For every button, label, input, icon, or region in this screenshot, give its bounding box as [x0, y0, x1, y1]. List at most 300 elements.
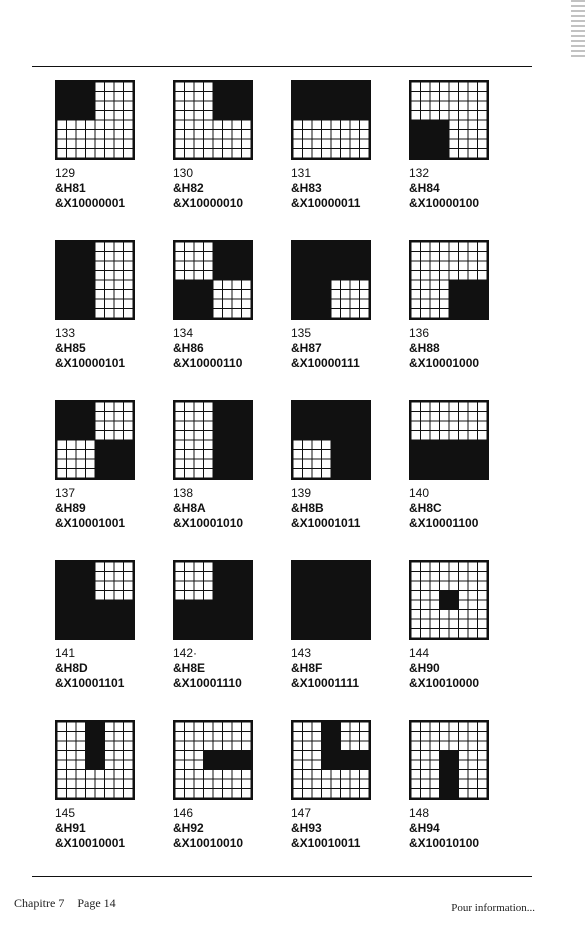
pixel-off	[76, 130, 86, 140]
pixel-on	[411, 450, 421, 460]
pixel-off	[430, 760, 440, 770]
pixel-off	[478, 722, 488, 732]
pixel-on	[322, 92, 332, 102]
pixel-off	[185, 412, 195, 422]
pixel-off	[440, 741, 450, 751]
pixel-off	[430, 101, 440, 111]
pixel-off	[459, 120, 469, 130]
pixel-on	[331, 440, 341, 450]
pixel-on	[293, 309, 303, 319]
pixel-off	[114, 722, 124, 732]
pixel-off	[232, 139, 242, 149]
pixel-off	[478, 572, 488, 582]
pixel-on	[331, 469, 341, 479]
pixel-off	[95, 120, 105, 130]
pixel-off	[411, 92, 421, 102]
pixel-on	[341, 101, 351, 111]
pixel-off	[232, 290, 242, 300]
pixel-on	[194, 610, 204, 620]
character-glyph-icon	[55, 560, 135, 640]
pixel-off	[341, 149, 351, 159]
pixel-off	[440, 111, 450, 121]
pixel-off	[175, 572, 185, 582]
pixel-on	[223, 261, 233, 271]
pixel-off	[468, 101, 478, 111]
pixel-on	[350, 252, 360, 262]
pixel-off	[430, 82, 440, 92]
character-glyph-icon	[173, 80, 253, 160]
pixel-on	[242, 610, 252, 620]
pixel-off	[232, 741, 242, 751]
pixel-off	[440, 82, 450, 92]
pixel-off	[213, 299, 223, 309]
pixel-on	[293, 591, 303, 601]
pixel-off	[185, 82, 195, 92]
pixel-on	[449, 459, 459, 469]
pixel-off	[114, 120, 124, 130]
pixel-on	[312, 600, 322, 610]
pixel-on	[478, 280, 488, 290]
decimal-code: 136	[409, 326, 430, 340]
pixel-off	[185, 271, 195, 281]
pixel-on	[213, 92, 223, 102]
pixel-off	[76, 789, 86, 799]
pixel-on	[312, 82, 322, 92]
pixel-off	[303, 130, 313, 140]
pixel-on	[223, 440, 233, 450]
pixel-on	[76, 562, 86, 572]
pixel-off	[105, 101, 115, 111]
pixel-on	[303, 82, 313, 92]
pixel-on	[293, 421, 303, 431]
pixel-on	[350, 600, 360, 610]
pixel-on	[57, 280, 67, 290]
pixel-on	[67, 290, 77, 300]
pixel-off	[430, 732, 440, 742]
pixel-on	[204, 629, 214, 639]
pixel-off	[312, 779, 322, 789]
pixel-off	[175, 120, 185, 130]
pixel-on	[468, 280, 478, 290]
hex-code: &H82	[173, 181, 204, 195]
pixel-on	[360, 252, 370, 262]
pixel-off	[185, 562, 195, 572]
pixel-off	[114, 139, 124, 149]
pixel-off	[440, 619, 450, 629]
footer-left	[14, 896, 116, 911]
pixel-off	[421, 779, 431, 789]
pixel-off	[185, 770, 195, 780]
pixel-on	[341, 92, 351, 102]
pixel-on	[293, 101, 303, 111]
pixel-on	[213, 600, 223, 610]
pixel-off	[185, 581, 195, 591]
pixel-off	[360, 789, 370, 799]
pixel-off	[459, 789, 469, 799]
pixel-on	[67, 402, 77, 412]
pixel-on	[194, 309, 204, 319]
pixel-off	[223, 309, 233, 319]
pixel-off	[459, 92, 469, 102]
pixel-on	[76, 610, 86, 620]
pixel-off	[478, 149, 488, 159]
pixel-off	[223, 139, 233, 149]
pixel-off	[76, 751, 86, 761]
pixel-off	[185, 261, 195, 271]
pixel-off	[114, 82, 124, 92]
pixel-off	[411, 101, 421, 111]
pixel-off	[440, 271, 450, 281]
character-codes	[291, 646, 409, 691]
pixel-on	[232, 562, 242, 572]
pixel-off	[95, 149, 105, 159]
pixel-on	[293, 280, 303, 290]
pixel-off	[67, 722, 77, 732]
pixel-on	[421, 130, 431, 140]
pixel-on	[242, 469, 252, 479]
pixel-on	[341, 562, 351, 572]
pixel-off	[57, 149, 67, 159]
hex-code: &H94	[409, 821, 440, 835]
pixel-off	[95, 779, 105, 789]
pixel-off	[293, 469, 303, 479]
pixel-on	[322, 760, 332, 770]
decimal-code: 144	[409, 646, 430, 660]
pixel-off	[114, 412, 124, 422]
binary-code: &X10001100	[409, 516, 479, 530]
pixel-on	[95, 741, 105, 751]
pixel-on	[76, 242, 86, 252]
pixel-on	[175, 629, 185, 639]
pixel-off	[76, 732, 86, 742]
pixel-off	[114, 732, 124, 742]
pixel-on	[175, 299, 185, 309]
pixel-on	[440, 459, 450, 469]
pixel-on	[86, 402, 96, 412]
character-codes	[409, 326, 527, 371]
pixel-on	[293, 629, 303, 639]
pixel-off	[341, 732, 351, 742]
pixel-off	[303, 722, 313, 732]
pixel-off	[331, 139, 341, 149]
pixel-on	[57, 610, 67, 620]
pixel-off	[411, 271, 421, 281]
pixel-off	[204, 741, 214, 751]
pixel-on	[322, 252, 332, 262]
pixel-on	[341, 591, 351, 601]
character-glyph-icon	[173, 400, 253, 480]
pixel-on	[223, 459, 233, 469]
pixel-off	[242, 280, 252, 290]
character-codes	[291, 806, 409, 851]
pixel-on	[350, 619, 360, 629]
pixel-on	[411, 440, 421, 450]
pixel-on	[105, 440, 115, 450]
pixel-off	[341, 139, 351, 149]
pixel-off	[76, 779, 86, 789]
pixel-off	[95, 562, 105, 572]
character-glyph-icon	[409, 400, 489, 480]
pixel-off	[175, 92, 185, 102]
bottom-rule	[32, 876, 532, 877]
pixel-on	[95, 469, 105, 479]
pixel-off	[57, 130, 67, 140]
pixel-off	[440, 722, 450, 732]
pixel-off	[175, 149, 185, 159]
pixel-on	[440, 591, 450, 601]
pixel-off	[76, 741, 86, 751]
pixel-on	[303, 412, 313, 422]
pixel-on	[76, 261, 86, 271]
pixel-off	[67, 741, 77, 751]
pixel-off	[411, 779, 421, 789]
decimal-code: 129	[55, 166, 76, 180]
pixel-off	[86, 139, 96, 149]
pixel-off	[175, 111, 185, 121]
pixel-on	[312, 581, 322, 591]
pixel-on	[331, 629, 341, 639]
pixel-on	[185, 309, 195, 319]
pixel-off	[175, 562, 185, 572]
pixel-on	[360, 610, 370, 620]
pixel-on	[232, 572, 242, 582]
pixel-off	[331, 120, 341, 130]
pixel-on	[322, 431, 332, 441]
character-cell	[409, 240, 527, 400]
character-codes	[409, 646, 527, 691]
pixel-on	[440, 751, 450, 761]
pixel-on	[213, 581, 223, 591]
pixel-on	[478, 299, 488, 309]
pixel-off	[185, 572, 195, 582]
binary-code: &X10000011	[291, 196, 361, 210]
pixel-on	[232, 450, 242, 460]
pixel-on	[242, 271, 252, 281]
pixel-off	[449, 120, 459, 130]
pixel-off	[95, 290, 105, 300]
pixel-on	[331, 402, 341, 412]
pixel-off	[430, 629, 440, 639]
pixel-off	[411, 610, 421, 620]
pixel-on	[303, 101, 313, 111]
pixel-off	[242, 732, 252, 742]
pixel-off	[194, 271, 204, 281]
pixel-on	[341, 82, 351, 92]
pixel-on	[86, 280, 96, 290]
pixel-off	[449, 402, 459, 412]
pixel-off	[449, 619, 459, 629]
pixel-off	[350, 722, 360, 732]
pixel-off	[411, 629, 421, 639]
pixel-on	[242, 760, 252, 770]
pixel-off	[421, 562, 431, 572]
pixel-on	[185, 290, 195, 300]
pixel-on	[105, 619, 115, 629]
pixel-off	[459, 741, 469, 751]
pixel-on	[312, 421, 322, 431]
pixel-on	[223, 572, 233, 582]
pixel-off	[293, 722, 303, 732]
pixel-off	[185, 101, 195, 111]
pixel-on	[360, 261, 370, 271]
pixel-on	[242, 591, 252, 601]
pixel-on	[293, 572, 303, 582]
pixel-off	[341, 130, 351, 140]
pixel-on	[95, 760, 105, 770]
hex-code: &H84	[409, 181, 440, 195]
pixel-off	[105, 111, 115, 121]
pixel-off	[449, 82, 459, 92]
pixel-on	[430, 440, 440, 450]
pixel-on	[232, 252, 242, 262]
character-glyph-icon	[291, 720, 371, 800]
pixel-off	[331, 770, 341, 780]
decimal-code: 143	[291, 646, 312, 660]
pixel-off	[440, 92, 450, 102]
pixel-on	[223, 591, 233, 601]
pixel-off	[430, 299, 440, 309]
pixel-on	[331, 412, 341, 422]
pixel-on	[57, 309, 67, 319]
pixel-off	[194, 130, 204, 140]
pixel-off	[95, 130, 105, 140]
pixel-off	[459, 271, 469, 281]
pixel-off	[411, 421, 421, 431]
pixel-on	[213, 751, 223, 761]
pixel-off	[303, 779, 313, 789]
pixel-off	[114, 760, 124, 770]
pixel-off	[95, 299, 105, 309]
pixel-off	[293, 130, 303, 140]
pixel-off	[105, 412, 115, 422]
pixel-off	[223, 722, 233, 732]
pixel-on	[459, 299, 469, 309]
pixel-on	[204, 751, 214, 761]
decimal-code: 138	[173, 486, 194, 500]
pixel-off	[232, 722, 242, 732]
pixel-on	[223, 412, 233, 422]
pixel-off	[175, 271, 185, 281]
pixel-off	[293, 732, 303, 742]
character-codes	[173, 646, 291, 691]
pixel-off	[421, 722, 431, 732]
pixel-on	[440, 120, 450, 130]
pixel-off	[440, 309, 450, 319]
pixel-on	[105, 629, 115, 639]
pixel-on	[303, 252, 313, 262]
pixel-off	[76, 760, 86, 770]
pixel-off	[459, 610, 469, 620]
pixel-off	[124, 149, 134, 159]
pixel-off	[421, 242, 431, 252]
pixel-on	[459, 469, 469, 479]
pixel-off	[114, 751, 124, 761]
pixel-on	[350, 760, 360, 770]
pixel-on	[67, 271, 77, 281]
pixel-on	[322, 572, 332, 582]
pixel-on	[459, 290, 469, 300]
pixel-on	[468, 469, 478, 479]
pixel-off	[468, 629, 478, 639]
pixel-on	[421, 149, 431, 159]
pixel-off	[95, 572, 105, 582]
pixel-off	[440, 421, 450, 431]
pixel-on	[350, 610, 360, 620]
pixel-on	[303, 431, 313, 441]
pixel-off	[124, 252, 134, 262]
pixel-on	[194, 280, 204, 290]
pixel-off	[459, 412, 469, 422]
pixel-on	[105, 469, 115, 479]
pixel-off	[175, 459, 185, 469]
pixel-on	[360, 450, 370, 460]
pixel-off	[232, 130, 242, 140]
pixel-off	[175, 722, 185, 732]
pixel-on	[86, 619, 96, 629]
pixel-off	[293, 459, 303, 469]
pixel-off	[76, 469, 86, 479]
pixel-off	[105, 82, 115, 92]
pixel-off	[421, 421, 431, 431]
pixel-off	[322, 459, 332, 469]
pixel-on	[223, 469, 233, 479]
character-codes	[173, 486, 291, 531]
pixel-off	[411, 600, 421, 610]
pixel-off	[312, 789, 322, 799]
pixel-off	[95, 242, 105, 252]
pixel-off	[478, 619, 488, 629]
pixel-on	[76, 402, 86, 412]
character-glyph-icon	[55, 720, 135, 800]
pixel-off	[312, 130, 322, 140]
pixel-off	[478, 581, 488, 591]
pixel-off	[194, 779, 204, 789]
pixel-on	[213, 412, 223, 422]
pixel-on	[57, 82, 67, 92]
pixel-on	[440, 469, 450, 479]
pixel-on	[411, 120, 421, 130]
pixel-off	[57, 732, 67, 742]
pixel-off	[411, 280, 421, 290]
pixel-on	[86, 732, 96, 742]
pixel-on	[341, 440, 351, 450]
pixel-on	[468, 440, 478, 450]
pixel-off	[478, 261, 488, 271]
pixel-on	[341, 421, 351, 431]
pixel-on	[303, 271, 313, 281]
pixel-off	[124, 572, 134, 582]
pixel-off	[322, 770, 332, 780]
pixel-off	[303, 120, 313, 130]
pixel-off	[86, 459, 96, 469]
pixel-off	[341, 280, 351, 290]
pixel-off	[360, 722, 370, 732]
pixel-on	[232, 440, 242, 450]
pixel-on	[213, 469, 223, 479]
pixel-on	[322, 581, 332, 591]
pixel-off	[204, 402, 214, 412]
pixel-on	[213, 82, 223, 92]
pixel-off	[449, 431, 459, 441]
character-codes	[173, 326, 291, 371]
pixel-off	[194, 92, 204, 102]
pixel-off	[204, 261, 214, 271]
pixel-off	[421, 619, 431, 629]
pixel-off	[114, 779, 124, 789]
pixel-off	[124, 92, 134, 102]
pixel-on	[293, 271, 303, 281]
pixel-off	[105, 722, 115, 732]
